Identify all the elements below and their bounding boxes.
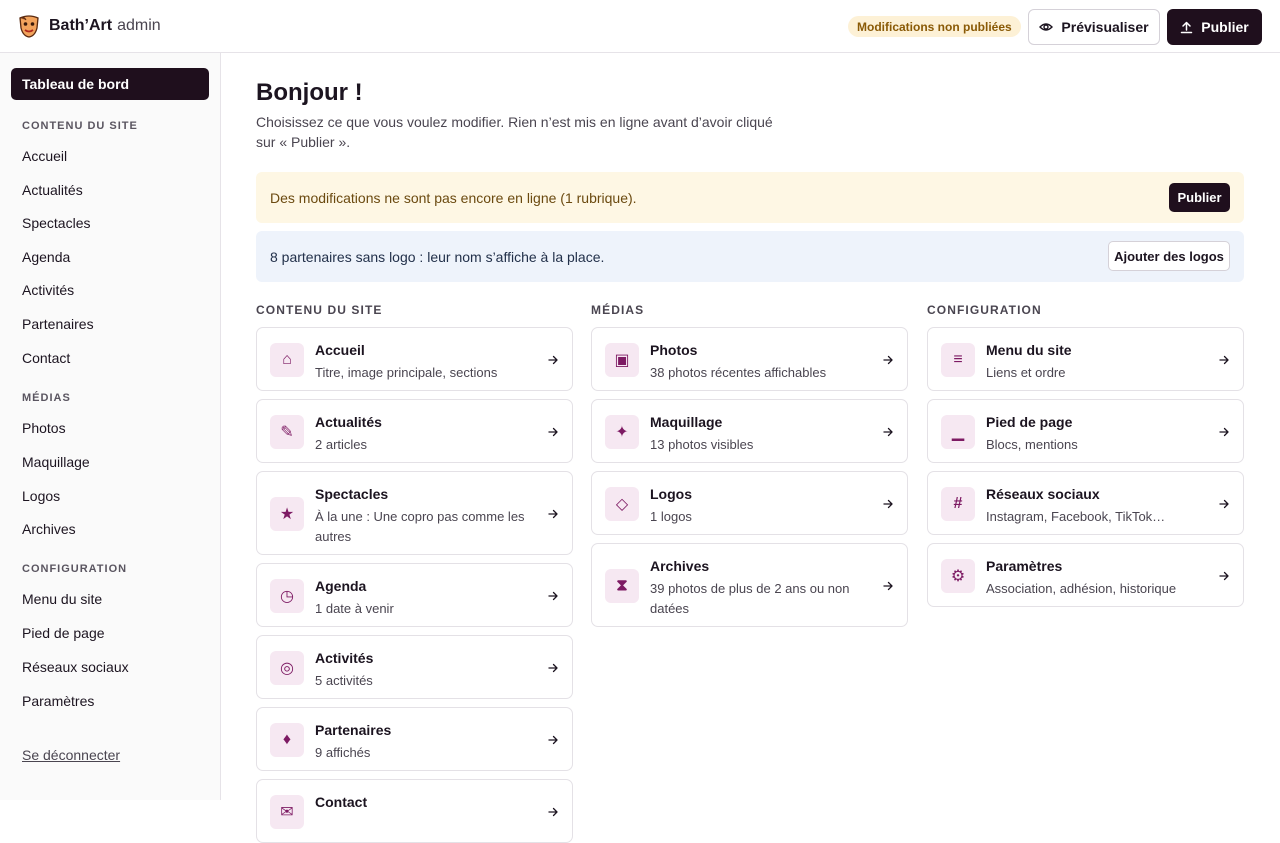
- card-title: Paramètres: [986, 558, 1063, 574]
- card-description: 1 logos: [650, 509, 692, 524]
- upload-icon: [1180, 21, 1193, 34]
- arrow-right-icon: [883, 355, 893, 365]
- card-title: Spectacles: [315, 486, 389, 502]
- arrow-right-icon: [548, 355, 558, 365]
- footer-icon: ▁: [941, 415, 975, 449]
- card-description: 38 photos récentes affichables: [650, 365, 827, 380]
- arrow-right-icon: [883, 499, 893, 509]
- card-title: Logos: [650, 486, 692, 502]
- sidebar-section-title: CONFIGURATION: [22, 563, 128, 575]
- card-description: À la une : Une copro pas comme les autres: [315, 509, 525, 544]
- column-title: CONFIGURATION: [927, 303, 1042, 317]
- status-badge: Modifications non publiées: [848, 16, 1021, 37]
- top-bar: [0, 0, 1280, 53]
- publish-button-label: Publier: [1201, 19, 1249, 35]
- card-description: 1 date à venir: [315, 601, 394, 616]
- card-partenaires[interactable]: [256, 707, 573, 771]
- warning-banner-text: Des modifications ne sont pas encore en ligne (1 rubrique).: [270, 189, 637, 206]
- home-icon: ⌂: [270, 343, 304, 377]
- card-paramètres[interactable]: [927, 543, 1244, 607]
- arrow-right-icon: [1219, 499, 1229, 509]
- card-title: Actualités: [315, 414, 382, 430]
- brand[interactable]: [18, 14, 161, 38]
- card-description: Titre, image principale, sections: [315, 365, 498, 380]
- sidebar-item-pied-de-page[interactable]: Pied de page: [22, 625, 105, 641]
- arrow-right-icon: [548, 807, 558, 817]
- sidebar-item-accueil[interactable]: Accueil: [22, 148, 68, 164]
- image-icon: ▣: [605, 343, 639, 377]
- brand-name: Bath’Art: [49, 17, 113, 34]
- sidebar-item-partenaires[interactable]: Partenaires: [22, 316, 94, 332]
- card-title: Accueil: [315, 342, 365, 358]
- diamond-outline-icon: ◇: [605, 487, 639, 521]
- gear-icon: ⚙: [941, 559, 975, 593]
- sidebar-item-spectacles[interactable]: Spectacles: [22, 215, 91, 231]
- sidebar-item-menu-du-site[interactable]: Menu du site: [22, 591, 103, 607]
- add-logos-button[interactable]: Ajouter des logos: [1108, 241, 1230, 271]
- brand-subtitle: admin: [117, 17, 161, 34]
- arrow-right-icon: [1219, 427, 1229, 437]
- diamond-icon: ♦: [270, 723, 304, 757]
- card-title: Photos: [650, 342, 698, 358]
- card-description: Association, adhésion, historique: [986, 581, 1177, 596]
- sidebar-item-maquillage[interactable]: Maquillage: [22, 454, 90, 470]
- sidebar-item-dashboard[interactable]: Tableau de bord: [11, 68, 209, 100]
- sidebar-item-actualites[interactable]: Actualités: [22, 182, 83, 198]
- card-agenda[interactable]: [256, 563, 573, 627]
- card-réseaux-sociaux[interactable]: [927, 471, 1244, 535]
- sidebar-item-logos[interactable]: Logos: [22, 488, 61, 504]
- sidebar-item-archives[interactable]: Archives: [22, 521, 76, 537]
- card-maquillage[interactable]: [591, 399, 908, 463]
- info-banner-text: 8 partenaires sans logo : leur nom s’affiche à la place.: [270, 248, 605, 265]
- eye-icon: [1039, 20, 1053, 34]
- card-archives[interactable]: [591, 543, 908, 627]
- column-title: MÉDIAS: [591, 303, 645, 317]
- page-intro: Choisissez ce que vous voulez modifier. Rien n’est mis en ligne avant d’avoir cliqué sur « Publier ».: [256, 114, 773, 150]
- card-photos[interactable]: [591, 327, 908, 391]
- theater-mask-logo-icon: [18, 14, 40, 38]
- preview-button-label: Prévisualiser: [1061, 19, 1149, 35]
- star-icon: ★: [270, 497, 304, 531]
- publish-button[interactable]: [1167, 9, 1262, 45]
- sidebar-item-agenda[interactable]: Agenda: [22, 249, 71, 265]
- card-title: Maquillage: [650, 414, 723, 430]
- sidebar-section-title: CONTENU DU SITE: [22, 120, 138, 132]
- pencil-icon: ✎: [270, 415, 304, 449]
- preview-button[interactable]: [1028, 9, 1160, 45]
- sidebar-item-photos[interactable]: Photos: [22, 420, 66, 436]
- sidebar-item-contact[interactable]: Contact: [22, 350, 71, 366]
- arrow-right-icon: [548, 591, 558, 601]
- card-menu-du-site[interactable]: [927, 327, 1244, 391]
- logout-link[interactable]: Se déconnecter: [22, 747, 121, 763]
- sidebar-section-title: MÉDIAS: [22, 392, 71, 404]
- arrow-right-icon: [883, 581, 893, 591]
- sidebar-item-parametres[interactable]: Paramètres: [22, 693, 95, 709]
- card-title: Réseaux sociaux: [986, 486, 1100, 502]
- banner-publish-button[interactable]: Publier: [1169, 183, 1230, 212]
- card-title: Activités: [315, 650, 374, 666]
- card-logos[interactable]: [591, 471, 908, 535]
- card-title: Archives: [650, 558, 710, 574]
- arrow-right-icon: [548, 663, 558, 673]
- column-title: CONTENU DU SITE: [256, 303, 383, 317]
- card-description: Liens et ordre: [986, 365, 1066, 380]
- card-description: 39 photos de plus de 2 ans ou non datées: [650, 581, 850, 616]
- missing-logos-banner: [256, 231, 1244, 282]
- arrow-right-icon: [548, 427, 558, 437]
- card-description: Blocs, mentions: [986, 437, 1078, 452]
- target-icon: ◎: [270, 651, 304, 685]
- arrow-right-icon: [1219, 571, 1229, 581]
- card-description: 9 affichés: [315, 745, 371, 760]
- card-title: Agenda: [315, 578, 367, 594]
- clock-icon: ◷: [270, 579, 304, 613]
- card-spectacles[interactable]: [256, 471, 573, 555]
- card-title: Pied de page: [986, 414, 1073, 430]
- sidebar: [0, 53, 221, 800]
- arrow-right-icon: [548, 509, 558, 519]
- hash-icon: #: [941, 487, 975, 521]
- mail-icon: ✉: [270, 795, 304, 829]
- arrow-right-icon: [883, 427, 893, 437]
- card-accueil[interactable]: [256, 327, 573, 391]
- card-title: Contact: [315, 794, 368, 810]
- card-title: Partenaires: [315, 722, 392, 738]
- page-title: Bonjour !: [256, 79, 363, 106]
- card-description: Instagram, Facebook, TikTok…: [986, 509, 1166, 524]
- hourglass-icon: ⧗: [605, 569, 639, 603]
- card-description: 2 articles: [315, 437, 368, 452]
- arrow-right-icon: [1219, 355, 1229, 365]
- sparkle-icon: ✦: [605, 415, 639, 449]
- card-title: Menu du site: [986, 342, 1072, 358]
- sidebar-item-activites[interactable]: Activités: [22, 282, 75, 298]
- card-actualités[interactable]: [256, 399, 573, 463]
- card-pied-de-page[interactable]: [927, 399, 1244, 463]
- menu-icon: ≡: [941, 343, 975, 377]
- card-contact[interactable]: [256, 779, 573, 843]
- card-description: 5 activités: [315, 673, 373, 688]
- arrow-right-icon: [548, 735, 558, 745]
- unpublished-warning-banner: [256, 172, 1244, 223]
- sidebar-item-reseaux-sociaux[interactable]: Réseaux sociaux: [22, 659, 129, 675]
- card-activités[interactable]: [256, 635, 573, 699]
- card-description: 13 photos visibles: [650, 437, 754, 452]
